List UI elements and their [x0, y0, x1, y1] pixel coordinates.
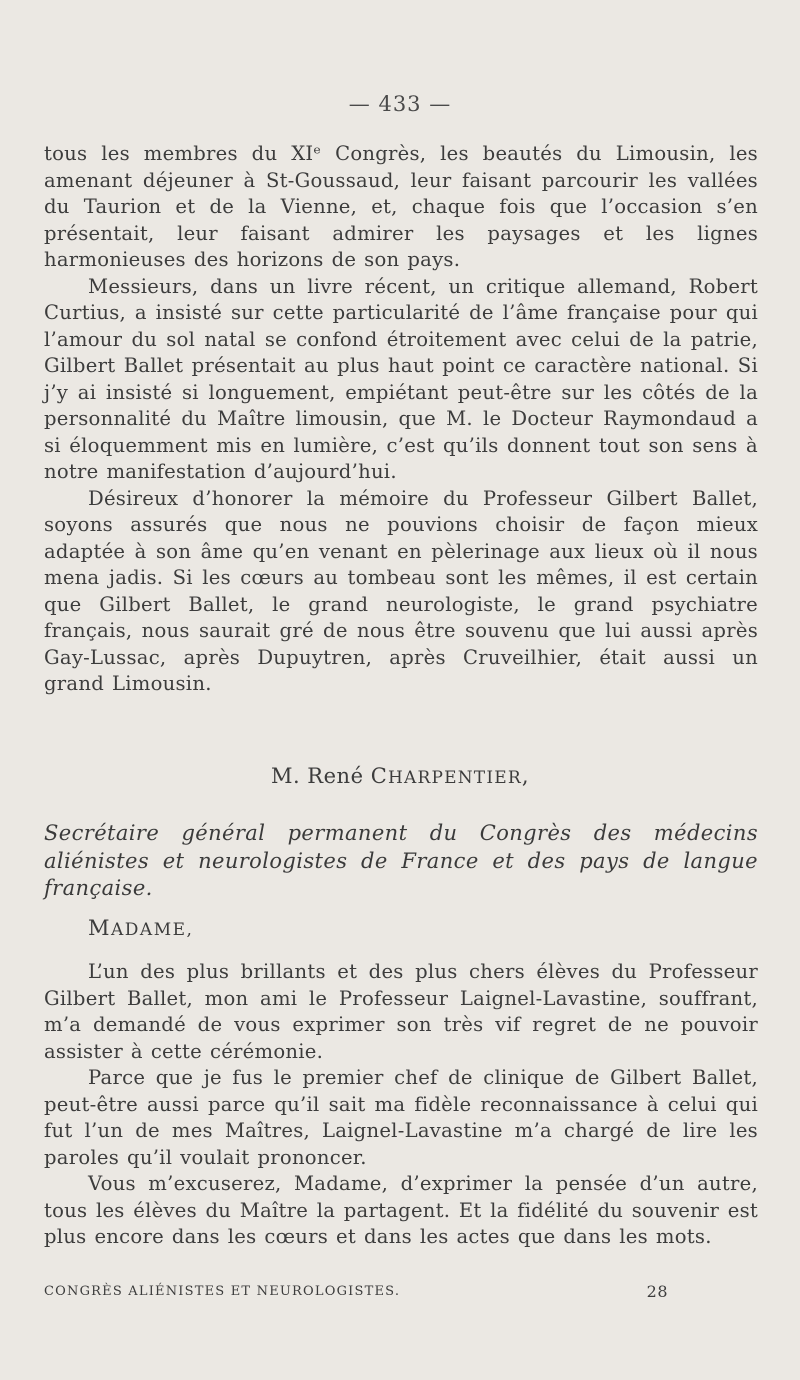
- speaker-surname-rest: HARPENTIER: [387, 768, 522, 788]
- paragraph: Vous m’excuserez, Madame, d’exprimer la pensée d’un autre, tous les élèves du Maître la partagent. Et la fidélité du souvenir est plus encore dans les cœurs et dans les actes que dans les mots.: [44, 1172, 758, 1248]
- salutation-initial: M: [88, 916, 112, 940]
- paragraph: L’un des plus brillants et des plus chers élèves du Professeur Gilbert Ballet, mon ami le Professeur Laignel-Lavastine, souffrant, m’a demandé de vous exprimer son très vif regret de ne pouvoir assister à cette cérémonie.: [44, 960, 758, 1063]
- text-block-top: [44, 141, 758, 698]
- speaker-heading: [0, 764, 800, 788]
- text-block-bottom: [44, 959, 758, 1251]
- speaker-suffix: ,: [521, 764, 530, 788]
- paragraph: Messieurs, dans un livre récent, un critique allemand, Robert Curtius, a insisté sur cette particularité de l’âme française pour qui l’amour du sol natal se confond étroitement avec celui de la patrie, Gilbert Ballet présentait au plus haut point ce caractère national. Si j’y ai insisté si longuement, empiétant peut-être sur les côtés de la personnalité du Maître limousin, que M. le Docteur Raymondaud a si éloquemment mis en lumière, c’est qu’ils donnent tout son sens à notre manifestation d’aujourd’hui.: [44, 274, 758, 483]
- speaker-surname-initial: C: [370, 764, 388, 788]
- page-number: — 433 —: [348, 92, 452, 116]
- paragraph-continuation: tous les membres du XIᵉ Congrès, les beautés du Limousin, les amenant déjeuner à St-Goussaud, leur faisant parcourir les vallées du Taurion et de la Vienne, et, chaque fois que l’occasion s’en présentait, leur faisant admirer les paysages et les lignes harmonieuses des horizons de son pays.: [44, 142, 758, 271]
- speaker-title: Secrétaire général permanent du Congrès des médecins aliénistes et neurologistes de France et des pays de langue française.: [44, 821, 758, 900]
- paragraph: Désireux d’honorer la mémoire du Professeur Gilbert Ballet, soyons assurés que nous ne pouvions choisir de façon mieux adaptée à son âme qu’en venant en pèlerinage aux lieux où il nous mena jadis. Si les cœurs au tombeau sont les mêmes, il est certain que Gilbert Ballet, le grand neurologiste, le grand psychiatre français, nous saurait gré de nous être souvenu que lui aussi après Gay-Lussac, après Dupuytren, après Cruveilhier, était aussi un grand Limousin.: [44, 486, 758, 695]
- speaker-surname: [370, 764, 522, 788]
- speaker-prefix: M. René: [270, 764, 364, 788]
- signature-mark: 28: [646, 1282, 668, 1301]
- salutation-rest: ADAME,: [111, 920, 194, 940]
- running-title: CONGRÈS ALIÉNISTES ET NEUROLOGISTES.: [44, 1284, 401, 1299]
- paragraph: Parce que je fus le premier chef de clinique de Gilbert Ballet, peut-être aussi parce qu’il sait ma fidèle reconnaissance à celui qui fut l’un de mes Maîtres, Laignel-Lavastine m’a chargé de lire les paroles qu’il voulait prononcer.: [44, 1066, 758, 1169]
- salutation: [88, 916, 193, 940]
